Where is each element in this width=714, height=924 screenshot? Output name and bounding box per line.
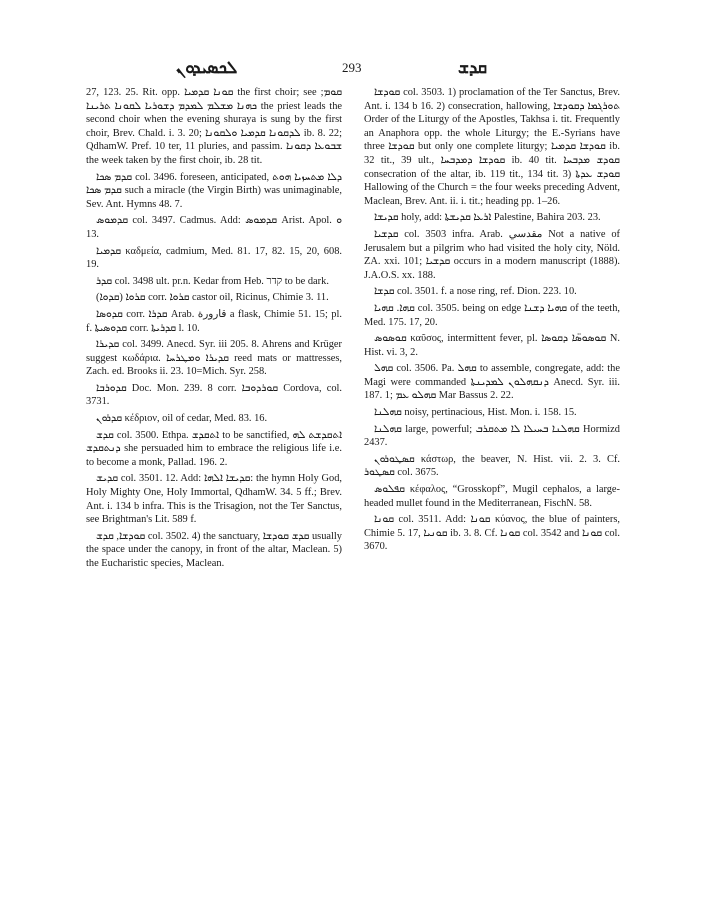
dictionary-entry: ܩܕܫܐ col. 3501. f. a nose ring, ref. Dion. 223. 10. (374, 286, 577, 298)
dictionary-entry: 27, 123. 25. Rit. opp. ܩܘܢܐ ܩܕܡܝܐ the first choir; see ܩܘܡ; ܟܗܢܐ ܡܫܠܡ ܠܡܕܡ ܕܫܘܪܝܐ ܠܩܘܢܐ ܬܪܝܢܐ the priest leads the second choir when the evening shuraya is sung by the first choir, Brev. Chald. i. 3. 20; ܠܕܩܘܢܐ ܩܕܡܝܐ ܘܠܩܘܢܐ ib. 8. 22; QdhamW. Pref. 10 ter, 11 pluries, and passim. ܫܒܘܥܐ ܕܩܘܢܐ the week taken by the first choir, ib. 28 tit. (86, 87, 342, 166)
dictionary-entry: ܩܗܐ. ܩܗܝܐ col. 3505. being on edge ܩܗܝܐ ܕܫܢܐ of the teeth, Med. 175. 17, 20. (364, 302, 620, 328)
dictionary-entry: ܩܣܛܘܪܘܢ κάστωρ, the beaver, N. Hist. vii. 2. 3. Cf. ܩܣܛܘܪ col. 3675. (364, 453, 620, 479)
dictionary-entry: ܩܗܠܢܐ noisy, pertinacious, Hist. Mon. i. 158. 15. (374, 407, 577, 419)
dictionary-entry: ܩܘܢܐ col. 3511. Add: ܩܘܢܐ κύανος, the blue of painters, Chimie 5. 17, ܩܘܢܝܐ ib. 3. 8. Cf. ܩܘܢܐ col. 3542 and ܩܘܢܐ col. 3670. (364, 514, 620, 553)
dictionary-entry: ܩܘܣܘܣ καῦσος, intermittent fever, pl. ܩܘܣܘܣ̈ܐ ܕܩܘܣܐ N. Hist. vi. 3, 2. (364, 333, 620, 358)
dictionary-entry: ܩܗܠ col. 3506. Pa. ܩܗܠ to assemble, congregate, add: the Magi were commanded ܕܢܩܗܠܘܢ ܠܡܕܝܢܬܐ Anecd. Syr. iii. 187. 1; ܩܗܠܘ ܥܡ Mar Bassus 2. 22. (364, 363, 620, 402)
running-head-right: ܩܕܫ (458, 58, 488, 78)
running-header (86, 58, 632, 80)
right-column (364, 86, 620, 896)
dictionary-entry: ܩܘܕܫܐ, ܩܕܫ col. 3502. 4) the sanctuary, ܩܕܫ ܩܘܕܫܐ usually the space under the canopy, in front of the altar, Maclean. 5) the Eucharistic species, Maclean. (86, 530, 342, 569)
dictionary-entry: ܩܕܡ ܣܟܐ col. 3496. foreseen, anticipated, ܕܠܐ ܡܬܚܙܝܐ ܗܘܬ ܩܕܡ ܣܟܐ such a miracle (the Virgin Birth) was unimaginable, Sev. Ant. Hymns 48. 7. (86, 171, 342, 210)
dictionary-entry: ܩܕܡܝܐ καδμεία, cadmium, Med. 81. 17, 82. 15, 20, 608. 19. (86, 245, 342, 271)
dictionary-entry: ܩܕܫܝܐ col. 3503 infra. Arab. مقدسي Not a native of Jerusalem but a pilgrim who had visited the holy city, Nöld. ZA. xxi. 101; ܩܕܫܝܐ occurs in a modern manuscript (1888). J.A.O.S. xx. 188. (364, 228, 620, 281)
dictionary-entry: ܩܕܪ col. 3498 ult. pr.n. Kedar from Heb. קדר to be dark. (96, 275, 329, 287)
dictionary-entry: ܩܗܠܢܐ large, powerful; ܩܗܠܢܐ ܒܚܝܠܐ ܠܐ ܡܬܩܪܒ Hormizd 2437. (364, 423, 620, 449)
dictionary-entry: ܩܕܘܪܒܐ Doc. Mon. 239. 8 corr. ܩܘܪܕܘܒܐ Cordova, col. 3731. (86, 382, 342, 408)
left-column (86, 86, 342, 896)
dictionary-entry: ܩܕܡܘܣ col. 3497. Cadmus. Add: ܩܕܡܘܣ Arist. Apol. ܘ 13. (86, 215, 342, 240)
dictionary-entry: ܩܕܪܘܢ κέδριον, oil of cedar, Med. 83. 16. (96, 413, 268, 425)
dictionary-entry: ܩܕܘܣܐ corr. ܩܕܪܐ Arab. قارورة a flask, Chimie 51. 15; pl. f. ܩܕܘܣܝܬܐ corr. ܩܕܪܝܬܐ l. 10. (86, 308, 342, 334)
dictionary-entry: ܩܕܝܫ col. 3501. 12. Add: ܩܕܝܫܐ ܐܠܗܐ: the hymn Holy God, Holy Mighty One, Holy Immortal, QdhamW. 34. 5 ff.; Brev. Ant. i. 134 b infra. This is the Trisagion, not the Ter Sanctus, see Brightman's Lit. 589 f. (86, 473, 342, 526)
dictionary-entry: ܩܕܝܫܐ holy, add: ܐܪܥܐ ܩܕܝܫܬܐ Palestine, Bahira 203. 23. (374, 212, 601, 224)
running-head-left: ܠܟܣܝܕܘܢ (176, 58, 238, 78)
dictionary-entry: ܩܪܘܐ (ܩܕܘܐ) corr. ܩܪܘܐ castor oil, Ricinus, Chimie 3. 11. (96, 292, 329, 304)
dictionary-entry: ܩܦܠܘܣ κέφαλος, “Grosskopf”, Mugil cephalos, a large-headed mullet found in the Mediterranean, FischN. 58. (364, 484, 620, 509)
page-number: 293 (342, 60, 362, 75)
dictionary-entry: ܩܕܝܪܐ col. 3499. Anecd. Syr. iii 205. 8. Ahrens and Krüger suggest κωδάρια. ܩܕܝܪܐ ܘܡܛܪܚܐ reed mats or mattresses, Zach. ed. Brooks ii. 23. 10=Mich. Syr. 258. (86, 339, 342, 378)
dictionary-entry: ܩܕܫ col. 3500. Ethpa. ܐܬܩܕܫ to be sanctified, ܐܬܩܕܫܬ ܠܗ ܕܢܬܩܕܫ she persuaded him to embrace the religious life i.e. to become a monk, Pallad. 196. 2. (86, 429, 342, 468)
dictionary-entry: ܩܘܕܫܐ col. 3503. 1) proclamation of the Ter Sanctus, Brev. Ant. i. 134 b 16. 2) consecration, hallowing, ܬܘܪܓܡܐ ܕܩܘܕܫܐ Order of the Liturgy of the Apostles, Takhsa i. tit. Frequently an Anaphora opp. the whole Liturgy; the E.-Syrians have three ܩܘܕܫܐ but only one complete liturgy; ܩܘܕܫܐ ܩܕܡܝܐ ib. 32 tit., 39 ult., ܩܘܕܫܐ ܕܡܕܒܚܐ ib. 40 tit. ܩܘܕܫ ܡܕܒܚܐ consecration of the altar, ib. 119 tit., 134 tit. 3) ܩܘܕܫ ܥܕܬܐ Hallowing of the Church = the four weeks preceding Advent, Maclean, Brev. Ant. ii. i. tit.; heading pp. 1–26. (364, 87, 620, 207)
